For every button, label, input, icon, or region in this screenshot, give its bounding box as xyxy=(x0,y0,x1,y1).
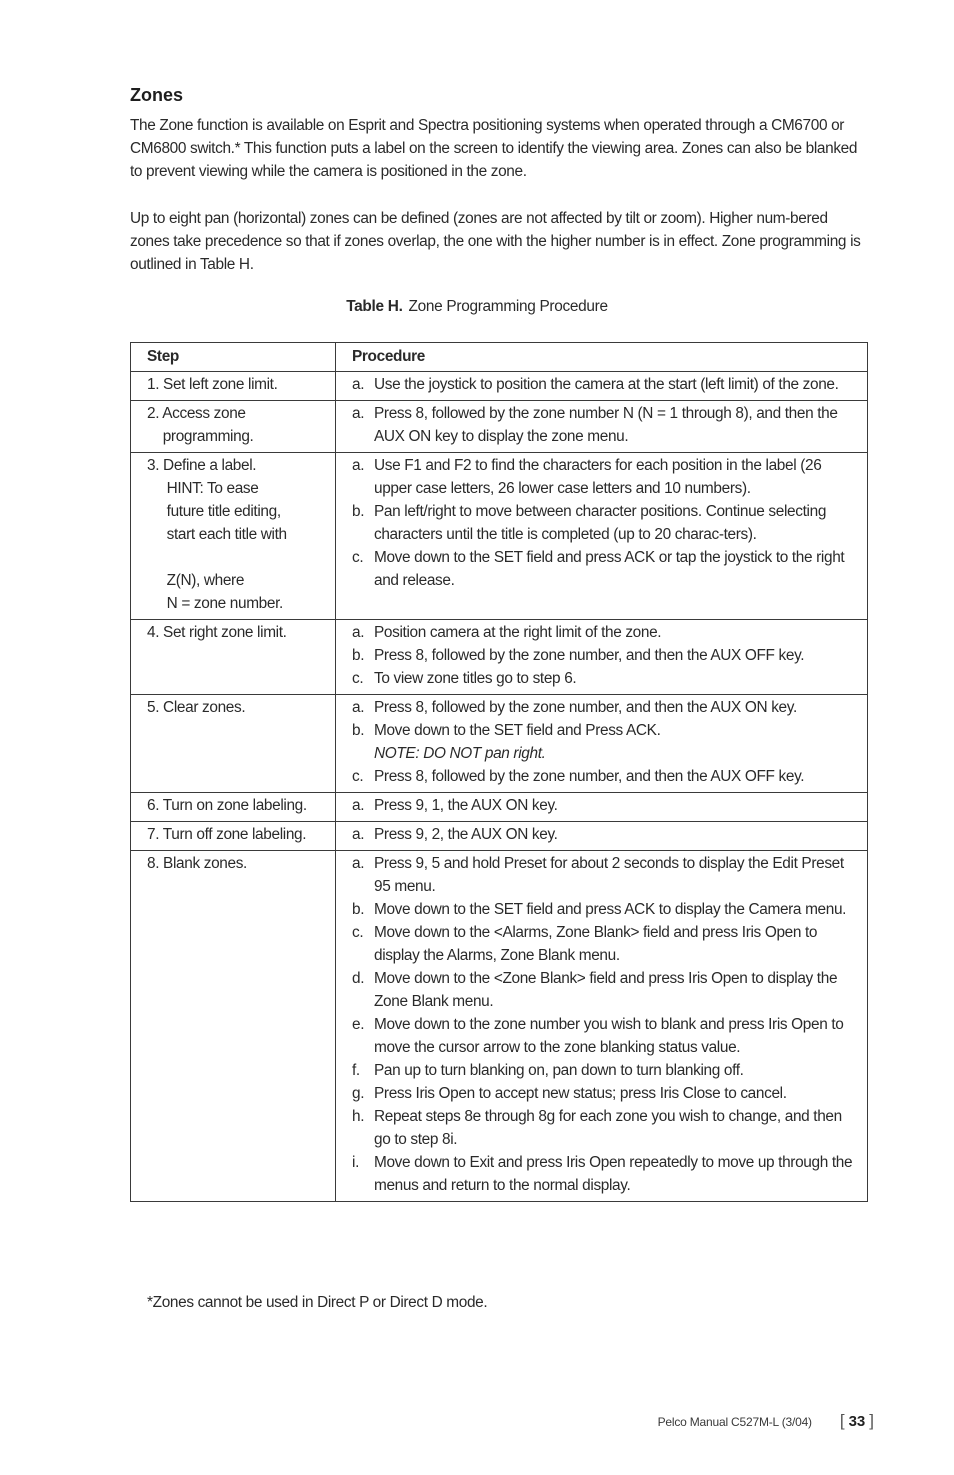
procedure-item-letter: c. xyxy=(352,549,364,566)
procedure-item-text: Press 8, followed by the zone number, and then the AUX OFF key. xyxy=(374,647,805,664)
procedure-item-letter: b. xyxy=(352,901,365,918)
procedure-cell xyxy=(336,401,868,453)
table-caption xyxy=(0,298,954,316)
procedure-item-letter: b. xyxy=(352,503,365,520)
procedure-item xyxy=(352,500,859,546)
procedure-cell xyxy=(336,695,868,793)
procedure-item-letter: h. xyxy=(352,1108,365,1125)
step-cell: 7. Turn off zone labeling. xyxy=(131,822,336,851)
table-row xyxy=(131,620,868,695)
procedure-item-letter: a. xyxy=(352,855,365,872)
table-row xyxy=(131,401,868,453)
procedure-item-text: Move down to the <Zone Blank> field and press Iris Open to display the Zone Blank menu. xyxy=(374,970,838,1010)
section-title: Zones xyxy=(130,85,184,105)
procedure-item xyxy=(352,546,859,592)
page-number: 33 xyxy=(848,1413,866,1430)
procedure-item xyxy=(352,667,859,690)
procedure-item-letter: e. xyxy=(352,1016,365,1033)
procedure-item xyxy=(352,852,859,898)
table-row xyxy=(131,695,868,793)
step-cell: 4. Set right zone limit. xyxy=(131,620,336,695)
procedure-item-text: Move down to the <Alarms, Zone Blank> field and press Iris Open to display the Alarms, Zone Blank menu. xyxy=(374,924,818,964)
procedure-item xyxy=(352,1013,859,1059)
page-footer xyxy=(658,1411,874,1431)
table-row xyxy=(131,793,868,822)
procedure-item-letter: a. xyxy=(352,457,365,474)
footnote: *Zones cannot be used in Direct P or Direct D mode. xyxy=(147,1294,488,1311)
procedure-item-letter: d. xyxy=(352,970,365,987)
intro-paragraph xyxy=(130,114,865,183)
procedure-item xyxy=(352,765,859,788)
procedure-item-letter: a. xyxy=(352,826,365,843)
procedure-item-text: Move down to the SET field and Press ACK. xyxy=(374,722,661,739)
procedure-item-text: Move down to the SET field and press ACK or tap the joystick to the right and release. xyxy=(374,549,845,589)
procedure-item xyxy=(352,1059,859,1082)
table-caption-text: Zone Programming Procedure xyxy=(408,298,608,315)
paragraph-text: Up to eight pan (horizontal) zones can be defined (zones are not affected by tilt or zoom). Higher num-bered zones take precedence so that if zones overlap, the one with the higher number is in effect. Zone programming is outlined in Table H. xyxy=(130,210,861,273)
procedure-cell xyxy=(336,822,868,851)
procedure-item xyxy=(352,621,859,644)
procedure-item-letter: c. xyxy=(352,768,364,785)
procedure-cell xyxy=(336,793,868,822)
procedure-item-text: Use the joystick to position the camera at the start (left limit) of the zone. xyxy=(374,376,839,393)
procedure-item xyxy=(352,644,859,667)
zones-paragraph xyxy=(130,207,865,276)
procedure-item-letter: a. xyxy=(352,376,365,393)
step-cell: 8. Blank zones. xyxy=(131,851,336,1202)
procedure-item-text: Press Iris Open to accept new status; press Iris Close to cancel. xyxy=(374,1085,787,1102)
procedure-item xyxy=(352,1105,859,1151)
procedure-item xyxy=(352,794,859,817)
procedure-item xyxy=(352,823,859,846)
procedure-item-text: Press 9, 2, the AUX ON key. xyxy=(374,826,558,843)
procedure-cell xyxy=(336,851,868,1202)
procedure-item-text: Press 8, followed by the zone number, and then the AUX ON key. xyxy=(374,699,797,716)
procedure-item xyxy=(352,898,859,921)
step-cell: 2. Access zone programming. xyxy=(131,401,336,453)
procedure-item-letter: i. xyxy=(352,1154,359,1171)
table-row xyxy=(131,851,868,1202)
table-caption-label: Table H. xyxy=(346,298,403,315)
procedure-item-text: Move down to the SET field and press ACK to display the Camera menu. xyxy=(374,901,847,918)
step-cell: 5. Clear zones. xyxy=(131,695,336,793)
procedure-item xyxy=(352,967,859,1013)
header-procedure: Procedure xyxy=(336,343,868,372)
procedure-item-letter: c. xyxy=(352,670,364,687)
zone-programming-table xyxy=(130,342,868,1202)
procedure-item-text: Use F1 and F2 to find the characters for each position in the label (26 upper case letters, 26 lower case letters and 10 numbers). xyxy=(374,457,822,497)
paragraph-text: The Zone function is available on Esprit and Spectra positioning systems when operated through a CM6700 or CM6800 switch.* This function puts a label on the screen to identify the viewing area. Zones can also be blanked to prevent viewing while the camera is positioned in the zone. xyxy=(130,117,858,180)
manual-reference: Pelco Manual C527M-L (3/04) xyxy=(657,1415,812,1429)
table-row xyxy=(131,372,868,401)
procedure-item-text: Position camera at the right limit of the zone. xyxy=(374,624,662,641)
procedure-item-letter: a. xyxy=(352,405,365,422)
procedure-item-text: Press 8, followed by the zone number N (N = 1 through 8), and then the AUX ON key to display the zone menu. xyxy=(374,405,838,445)
procedure-item-letter: a. xyxy=(352,699,365,716)
procedure-item-text: Press 9, 5 and hold Preset for about 2 seconds to display the Edit Preset 95 menu. xyxy=(374,855,844,895)
table-row xyxy=(131,453,868,620)
procedure-item-text: Pan up to turn blanking on, pan down to turn blanking off. xyxy=(374,1062,744,1079)
procedure-item xyxy=(352,696,859,719)
header-step: Step xyxy=(131,343,336,372)
procedure-item-letter: a. xyxy=(352,797,365,814)
step-cell: 3. Define a label. HINT: To ease future title editing, start each title with Z(N), where N = zone number. xyxy=(131,453,336,620)
procedure-item-letter: a. xyxy=(352,624,365,641)
table-body xyxy=(131,372,868,1202)
procedure-item-text: Move down to Exit and press Iris Open repeatedly to move up through the menus and return to the normal display. xyxy=(374,1154,853,1194)
procedure-cell xyxy=(336,620,868,695)
procedure-item-text: Move down to the zone number you wish to blank and press Iris Open to move the cursor arrow to the zone blanking status value. xyxy=(374,1016,844,1056)
procedure-item xyxy=(352,1082,859,1105)
procedure-cell xyxy=(336,453,868,620)
procedure-item-letter: b. xyxy=(352,722,365,739)
procedure-item-letter: c. xyxy=(352,924,364,941)
procedure-item xyxy=(352,373,859,396)
procedure-item-letter: f. xyxy=(352,1062,360,1079)
page-bracket-open: [ xyxy=(839,1411,845,1430)
procedure-item-text: Press 9, 1, the AUX ON key. xyxy=(374,797,558,814)
procedure-item xyxy=(352,402,859,448)
page-bracket-close: ] xyxy=(869,1411,874,1430)
procedure-item xyxy=(352,454,859,500)
procedure-cell xyxy=(336,372,868,401)
table-row xyxy=(131,822,868,851)
procedure-item xyxy=(352,719,859,742)
procedure-item-text: To view zone titles go to step 6. xyxy=(374,670,577,687)
procedure-item-text: Pan left/right to move between character positions. Continue selecting characters until the title is completed (up to 20 charac-ters). xyxy=(374,503,827,543)
procedure-item xyxy=(352,921,859,967)
table-header-row xyxy=(131,343,868,372)
procedure-item xyxy=(352,1151,859,1197)
step-cell: 6. Turn on zone labeling. xyxy=(131,793,336,822)
step-cell: 1. Set left zone limit. xyxy=(131,372,336,401)
procedure-item-text: Press 8, followed by the zone number, and then the AUX OFF key. xyxy=(374,768,805,785)
procedure-item-text: Repeat steps 8e through 8g for each zone you wish to change, and then go to step 8i. xyxy=(374,1108,842,1148)
procedure-item-letter: b. xyxy=(352,647,365,664)
procedure-item-letter: g. xyxy=(352,1085,365,1102)
procedure-note: NOTE: DO NOT pan right. xyxy=(374,745,546,762)
